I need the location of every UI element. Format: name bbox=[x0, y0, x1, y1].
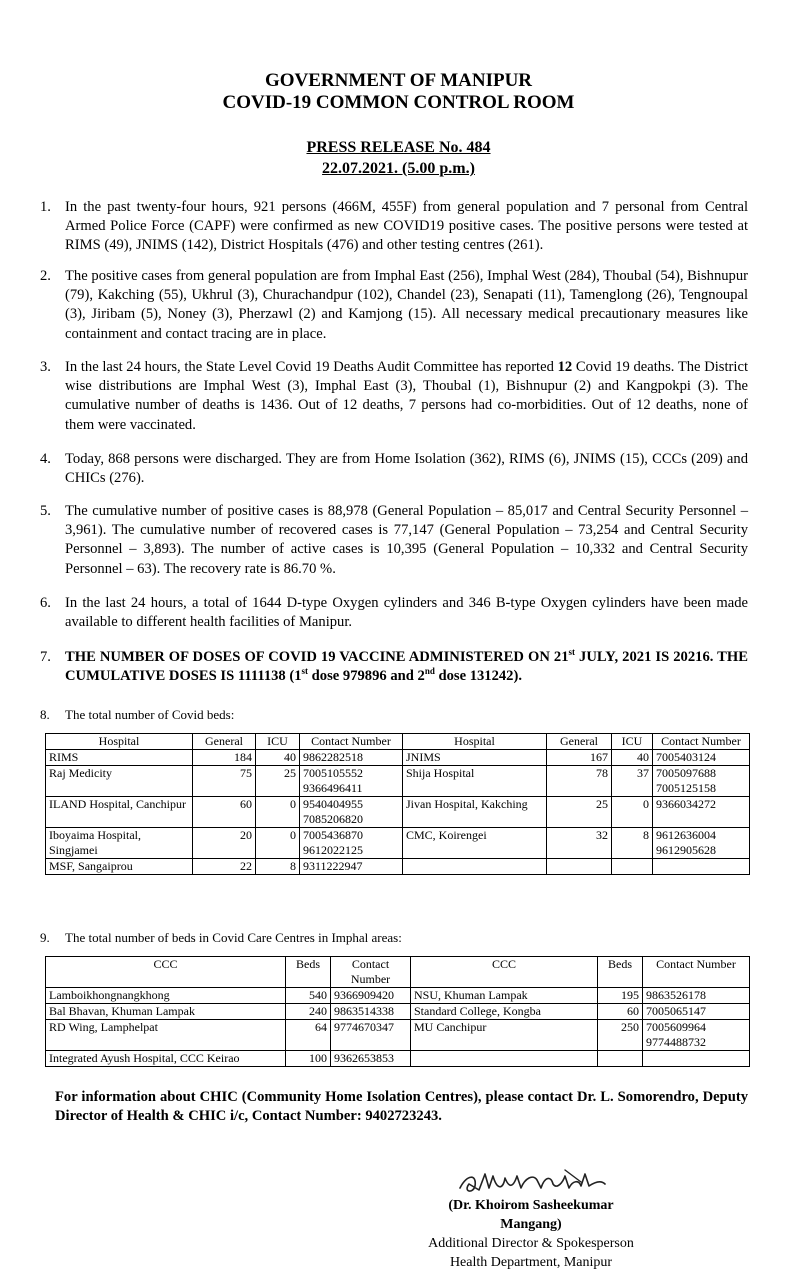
header-beds: Beds bbox=[598, 957, 643, 988]
table-cell: 75 bbox=[193, 766, 256, 797]
header-icu: ICU bbox=[612, 734, 653, 750]
paragraph-6 bbox=[40, 594, 748, 632]
press-release-datetime: 22.07.2021. (5.00 p.m.) bbox=[322, 160, 475, 177]
signatory-name: (Dr. Khoirom Sasheekumar Mangang) bbox=[448, 1198, 614, 1232]
table-cell: 0 bbox=[256, 828, 300, 859]
table-cell: Standard College, Kongba bbox=[411, 1004, 598, 1020]
table-cell: 32 bbox=[547, 828, 612, 859]
table-cell: RD Wing, Lamphelpat bbox=[46, 1020, 286, 1051]
table-cell: 9540404955 7085206820 bbox=[300, 797, 403, 828]
header-contact: Contact Number bbox=[643, 957, 750, 988]
table-cell: 540 bbox=[286, 988, 331, 1004]
header-government: GOVERNMENT OF MANIPUR bbox=[264, 70, 533, 91]
header-contact: Contact Number bbox=[653, 734, 750, 750]
table-cell: MU Canchipur bbox=[411, 1020, 598, 1051]
paragraph-number: 1. bbox=[40, 199, 51, 215]
table-cell: 9311222947 bbox=[300, 859, 403, 875]
deaths-count: 12 bbox=[557, 359, 573, 375]
paragraph-text: In the last 24 hours, a total of 1644 D-type Oxygen cylinders and 346 B-type Oxygen cylinders have been made available to different health facilities of Manipur. bbox=[65, 595, 748, 631]
table-cell: Shija Hospital bbox=[403, 766, 547, 797]
table-cell: Iboyaima Hospital, Singjamei bbox=[46, 828, 193, 859]
table-row bbox=[46, 1004, 750, 1020]
covid-beds-table bbox=[45, 733, 750, 875]
table-cell: Bal Bhavan, Khuman Lampak bbox=[46, 1004, 286, 1020]
table-cell: Integrated Ayush Hospital, CCC Keirao bbox=[46, 1051, 286, 1067]
table-cell: 9366909420 bbox=[331, 988, 411, 1004]
table-header-row bbox=[46, 957, 750, 988]
table-cell bbox=[403, 859, 547, 875]
table-cell: 9774670347 bbox=[331, 1020, 411, 1051]
table-cell: 7005065147 bbox=[643, 1004, 750, 1020]
table-cell: CMC, Koirengei bbox=[403, 828, 547, 859]
table-cell: Raj Medicity bbox=[46, 766, 193, 797]
ccc-beds-table bbox=[45, 956, 750, 1067]
header-control-room: COVID-19 COMMON CONTROL ROOM bbox=[222, 92, 575, 113]
paragraph-text: In the past twenty-four hours, 921 persons (466M, 455F) from general population and 7 personal from Central Armed Police Force (CAPF) were confirmed as new COVID19 positive cases. The positive persons were tested at RIMS (49), JNIMS (142), District Hospitals (476) and other testing centres (261). bbox=[65, 199, 748, 254]
header-icu: ICU bbox=[256, 734, 300, 750]
header-beds: Beds bbox=[286, 957, 331, 988]
table-cell: JNIMS bbox=[403, 750, 547, 766]
table-cell: MSF, Sangaiprou bbox=[46, 859, 193, 875]
table-cell: 25 bbox=[256, 766, 300, 797]
table-row bbox=[46, 797, 750, 828]
table-cell: 0 bbox=[612, 797, 653, 828]
paragraph-7 bbox=[40, 648, 748, 686]
table-row bbox=[46, 988, 750, 1004]
table-cell: 7005609964 9774488732 bbox=[643, 1020, 750, 1051]
table-cell: 0 bbox=[256, 797, 300, 828]
table-cell: 25 bbox=[547, 797, 612, 828]
table-cell: 9612636004 9612905628 bbox=[653, 828, 750, 859]
table-cell bbox=[547, 859, 612, 875]
table-cell: 184 bbox=[193, 750, 256, 766]
signatory-block bbox=[420, 1196, 642, 1272]
table-row bbox=[46, 1051, 750, 1067]
table-cell: 250 bbox=[598, 1020, 643, 1051]
table-row bbox=[46, 1020, 750, 1051]
table-cell bbox=[411, 1051, 598, 1067]
table-cell: 8 bbox=[256, 859, 300, 875]
header-contact: Contact Number bbox=[300, 734, 403, 750]
header-general: General bbox=[193, 734, 256, 750]
paragraph-number: 3. bbox=[40, 359, 51, 375]
header-ccc: CCC bbox=[411, 957, 598, 988]
table-cell: 7005403124 bbox=[653, 750, 750, 766]
header-hospital: Hospital bbox=[403, 734, 547, 750]
table-cell: 20 bbox=[193, 828, 256, 859]
table-row bbox=[46, 750, 750, 766]
chic-contact-info: For information about CHIC (Community Home Isolation Centres), please contact Dr. L. Somorendro, Deputy Director of Health & CHIC i/c, Contact Number: 9402723243. bbox=[55, 1089, 748, 1124]
table-row bbox=[46, 859, 750, 875]
header-contact: Contact Number bbox=[331, 957, 411, 988]
table-cell: NSU, Khuman Lampak bbox=[411, 988, 598, 1004]
paragraph-number: 7. bbox=[40, 649, 51, 665]
table-cell: 240 bbox=[286, 1004, 331, 1020]
table-cell: 9862282518 bbox=[300, 750, 403, 766]
paragraph-text: In the last 24 hours, the State Level Covid 19 Deaths Audit Committee has reported 12 Covid 19 deaths. The District wise distributions are Imphal West (3), Imphal East (3), Thoubal (1), Bishnupur (2) and Kangpokpi (3). The cumulative number of deaths is 1436. Out of 12 deaths, 7 persons had co-morbidities. Out of 12 deaths, none of them were vaccinated. bbox=[65, 359, 748, 433]
paragraph-text: Today, 868 persons were discharged. They are from Home Isolation (362), RIMS (6), JNIMS (15), CCCs (209) and CHICs (276). bbox=[65, 451, 748, 487]
ccc-caption: 9. The total number of beds in Covid Care Centres in Imphal areas: bbox=[40, 930, 402, 945]
table-cell: 167 bbox=[547, 750, 612, 766]
header-hospital: Hospital bbox=[46, 734, 193, 750]
paragraph-text: The positive cases from general population are from Imphal East (256), Imphal West (284), Thoubal (54), Bishnupur (79), Kakching (55), Ukhrul (3), Churachandpur (102), Chandel (23), Senapati (11), Tamenglong (26), Tengnoupal (3), Jiribam (5), Noney (3), Pherzawl (2) and Kamjong (15). All necessary medical precautionary measures like containment and contact tracing are in place. bbox=[65, 268, 748, 342]
table-cell bbox=[653, 859, 750, 875]
table-cell: 9362653853 bbox=[331, 1051, 411, 1067]
table-cell: 7005436870 9612022125 bbox=[300, 828, 403, 859]
table-cell: 64 bbox=[286, 1020, 331, 1051]
table-cell: 9863514338 bbox=[331, 1004, 411, 1020]
table-cell: 40 bbox=[612, 750, 653, 766]
table-cell bbox=[598, 1051, 643, 1067]
table-cell bbox=[643, 1051, 750, 1067]
table-cell: 9863526178 bbox=[643, 988, 750, 1004]
table-cell: 60 bbox=[598, 1004, 643, 1020]
table-cell: 7005097688 7005125158 bbox=[653, 766, 750, 797]
paragraph-5 bbox=[40, 502, 748, 579]
table-cell: Lamboikhongnangkhong bbox=[46, 988, 286, 1004]
paragraph-2 bbox=[40, 267, 748, 344]
table-cell: 40 bbox=[256, 750, 300, 766]
paragraph-text: The cumulative number of positive cases is 88,978 (General Population – 85,017 and Central Security Personnel – 3,961). The cumulative number of recovered cases is 77,147 (General Population – 73,254 and Central Security Personnel – 3,893). The number of active cases is 10,395 (General Population – 10,332 and Central Security Personnel – 63). The recovery rate is 86.70 %. bbox=[65, 503, 748, 577]
paragraph-text: THE NUMBER OF DOSES OF COVID 19 VACCINE ADMINISTERED ON 21st JULY, 2021 IS 20216. THE CUMULATIVE DOSES IS 1111138 (1st dose 979896 and 2nd dose 131242). bbox=[65, 647, 748, 685]
table-row bbox=[46, 766, 750, 797]
paragraph-number: 4. bbox=[40, 451, 51, 467]
paragraph-1 bbox=[40, 198, 748, 256]
table-cell bbox=[612, 859, 653, 875]
paragraph-number: 5. bbox=[40, 503, 51, 519]
table-row bbox=[46, 828, 750, 859]
beds-caption: 8. The total number of Covid beds: bbox=[40, 707, 235, 722]
signature-image bbox=[455, 1160, 625, 1200]
table-cell: 100 bbox=[286, 1051, 331, 1067]
paragraph-4 bbox=[40, 450, 748, 488]
paragraph-3 bbox=[40, 358, 748, 435]
table-cell: RIMS bbox=[46, 750, 193, 766]
table-cell: Jivan Hospital, Kakching bbox=[403, 797, 547, 828]
header-general: General bbox=[547, 734, 612, 750]
signatory-department: Health Department, Manipur bbox=[449, 1255, 613, 1270]
table-cell: ILAND Hospital, Canchipur bbox=[46, 797, 193, 828]
press-release-number: PRESS RELEASE No. 484 bbox=[306, 139, 491, 156]
paragraph-number: 2. bbox=[40, 268, 51, 284]
table-cell: 22 bbox=[193, 859, 256, 875]
paragraph-number: 6. bbox=[40, 595, 51, 611]
table-cell: 195 bbox=[598, 988, 643, 1004]
table-cell: 8 bbox=[612, 828, 653, 859]
table-cell: 60 bbox=[193, 797, 256, 828]
signatory-title: Additional Director & Spokesperson bbox=[428, 1236, 634, 1251]
header-ccc: CCC bbox=[46, 957, 286, 988]
table-cell: 37 bbox=[612, 766, 653, 797]
table-cell: 78 bbox=[547, 766, 612, 797]
table-cell: 9366034272 bbox=[653, 797, 750, 828]
table-cell: 7005105552 9366496411 bbox=[300, 766, 403, 797]
table-header-row bbox=[46, 734, 750, 750]
